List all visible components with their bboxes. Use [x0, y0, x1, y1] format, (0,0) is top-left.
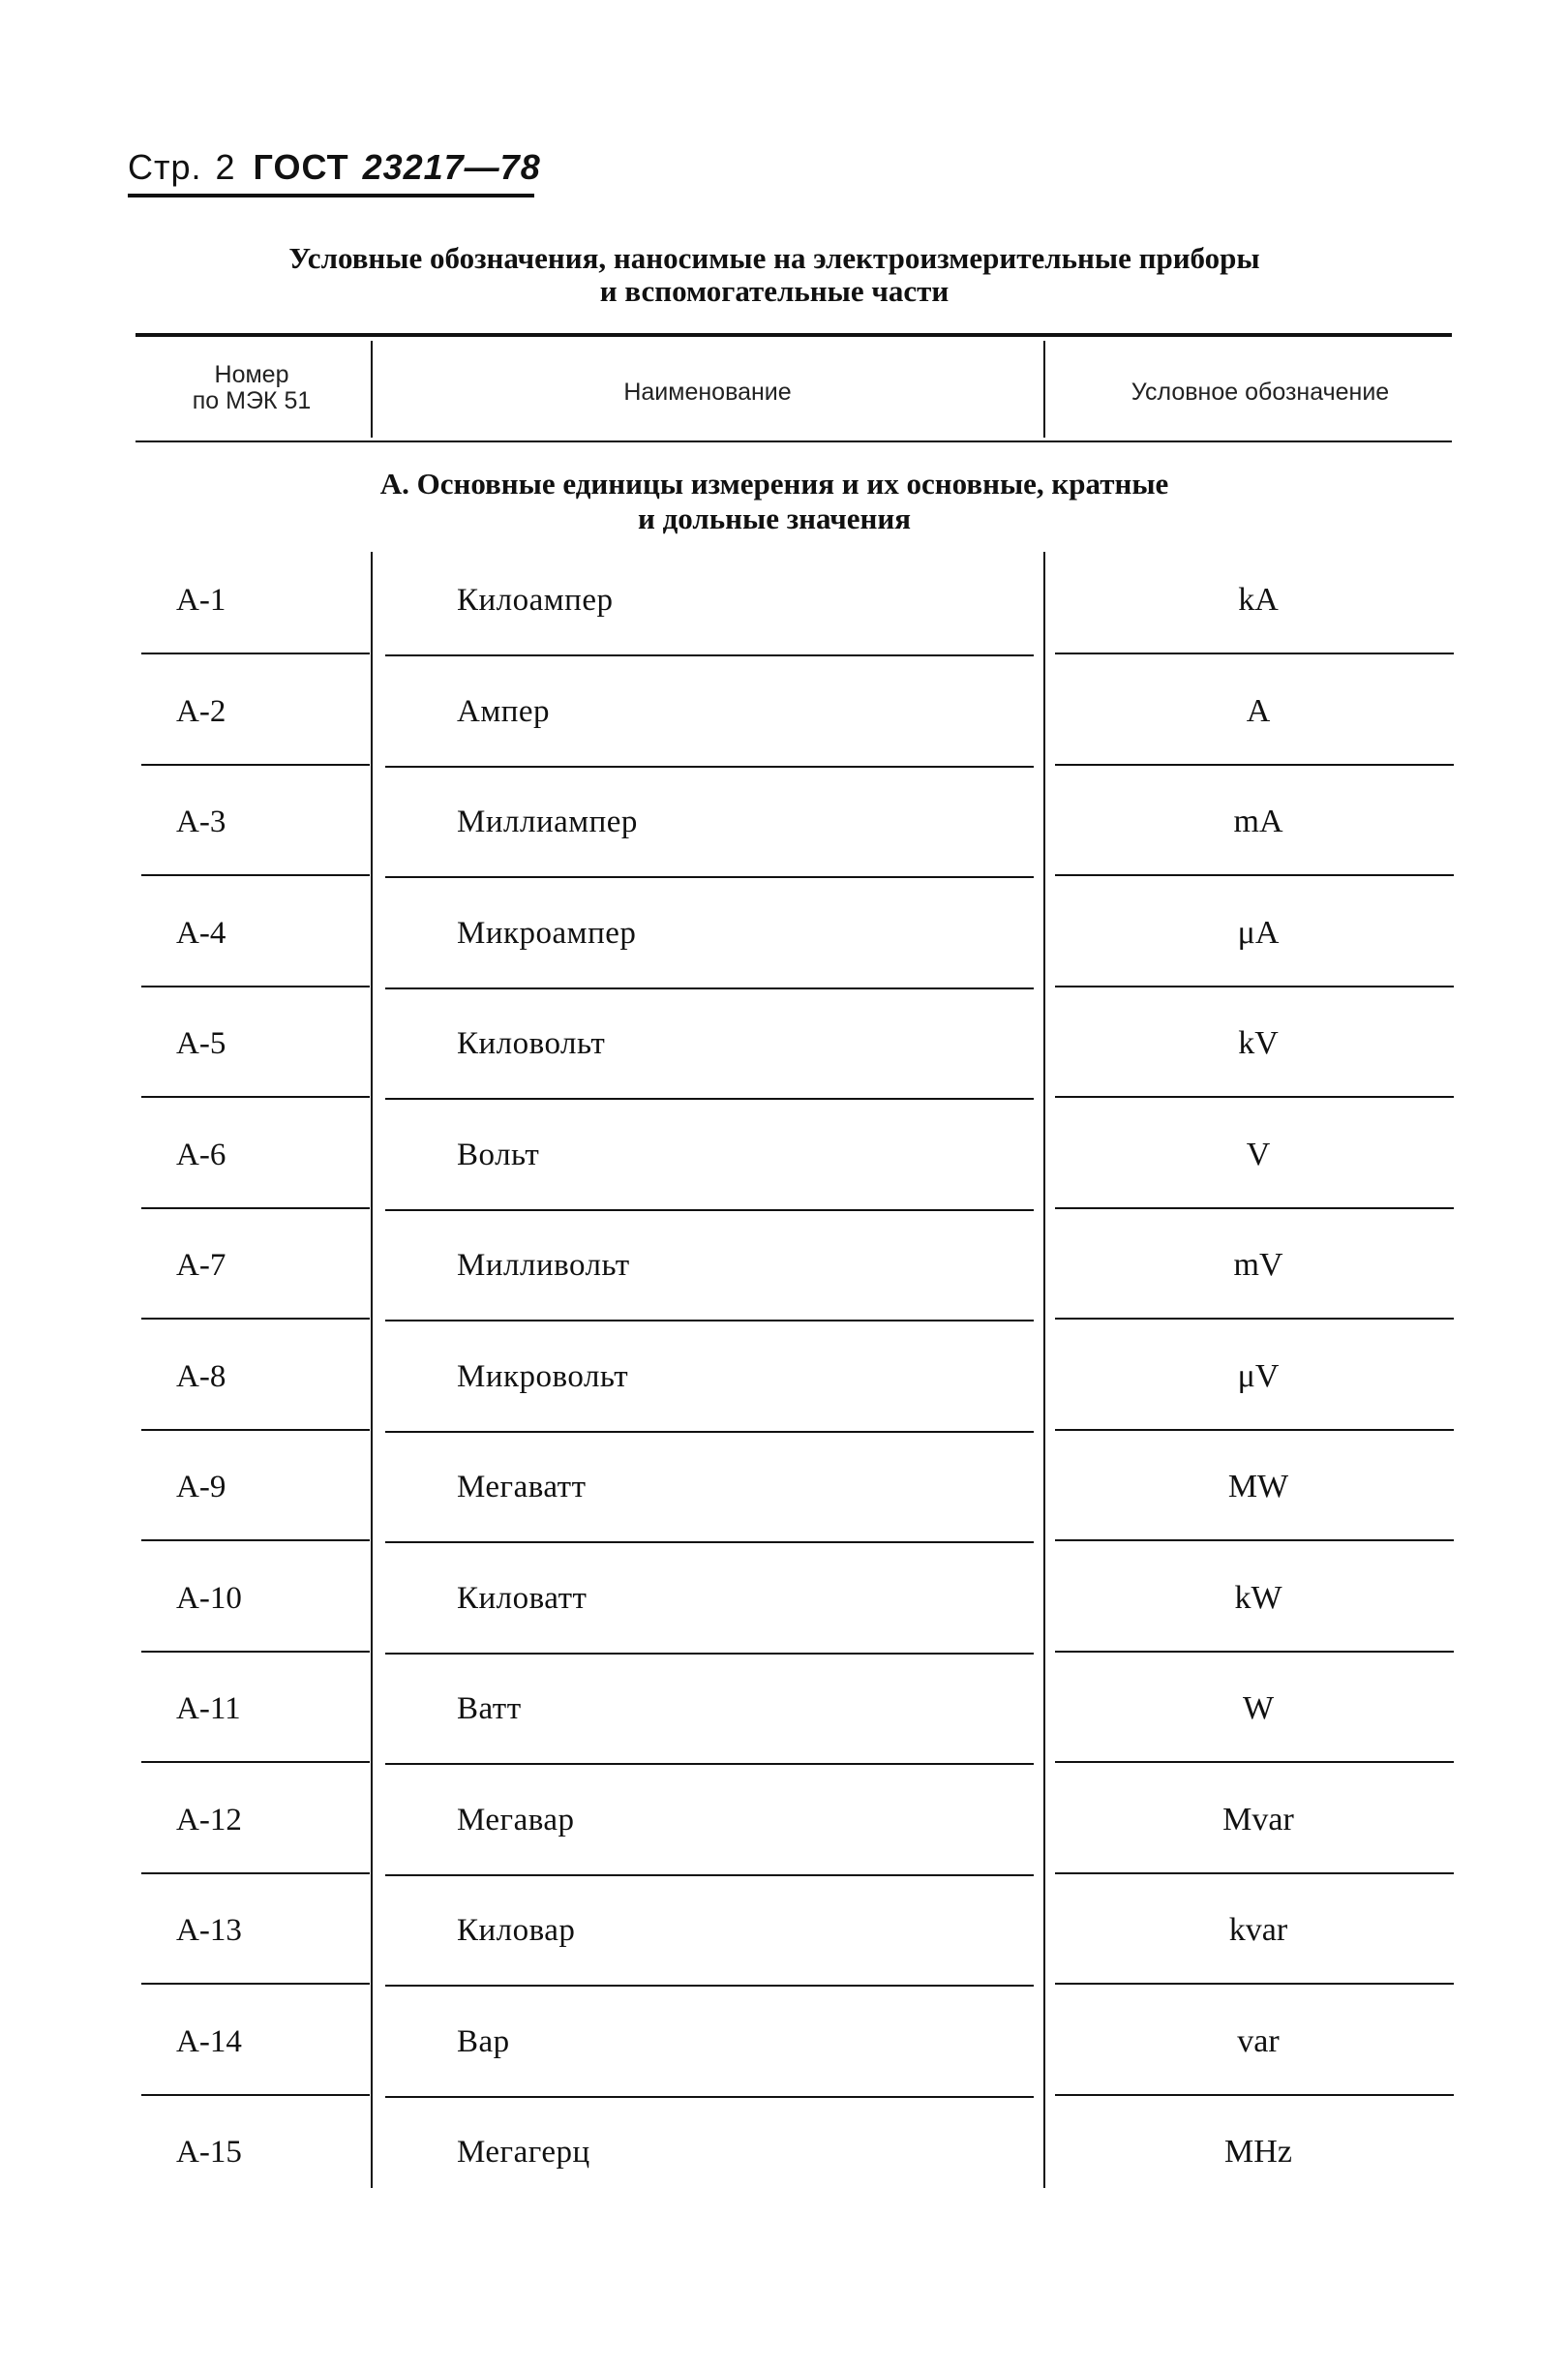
row-separator [385, 766, 1034, 768]
row-separator [1055, 1761, 1454, 1763]
row-separator [141, 1539, 370, 1541]
row-separator [385, 1874, 1034, 1876]
row-separator [1055, 1318, 1454, 1320]
row-separator [141, 653, 370, 654]
row-name: Ампер [457, 693, 551, 729]
standard-label: ГОСТ [253, 147, 349, 187]
page-header-text [128, 147, 541, 188]
page-label: Стр. [128, 147, 202, 187]
section-title-line-2: и дольные значения [637, 501, 912, 535]
row-separator [385, 1209, 1034, 1211]
table-top-rule [136, 333, 1452, 337]
row-name: Вар [457, 2023, 510, 2059]
section-title [145, 467, 1403, 536]
column-header-number-line-1: Номер [214, 361, 289, 388]
row-separator [1055, 764, 1454, 766]
row-separator [141, 1318, 370, 1320]
row-number: А-15 [176, 2135, 242, 2170]
row-name: Мегаватт [457, 1470, 587, 1504]
row-separator [1055, 1207, 1454, 1209]
row-symbol: mA [1233, 804, 1283, 839]
row-separator [385, 987, 1034, 989]
row-separator [141, 1983, 370, 1985]
row-number: А-12 [176, 1802, 242, 1837]
row-separator [385, 2096, 1034, 2098]
row-symbol: kV [1238, 1025, 1279, 1061]
row-number: А-14 [176, 2023, 242, 2059]
row-separator [141, 874, 370, 876]
row-number: А-6 [176, 1137, 226, 1172]
row-symbol: kvar [1228, 1912, 1288, 1948]
row-number: А-3 [176, 805, 226, 839]
row-separator [1055, 1651, 1454, 1653]
column-header-number-line-2: по МЭК 51 [192, 387, 312, 414]
row-symbol: μA [1237, 914, 1280, 951]
row-separator [385, 1985, 1034, 1987]
body-column-divider-1 [371, 552, 373, 2188]
header-column-divider-2 [1043, 341, 1045, 438]
row-separator [385, 1431, 1034, 1433]
row-separator [141, 1872, 370, 1874]
row-separator [141, 1096, 370, 1098]
row-separator [385, 654, 1034, 656]
row-number: А-4 [176, 915, 226, 951]
row-separator [385, 1098, 1034, 1100]
row-name: Миллиампер [457, 805, 638, 839]
row-symbol: MW [1227, 1469, 1289, 1504]
document-title-line-2: и вспомогательные части [599, 274, 950, 308]
row-symbol: W [1242, 1690, 1275, 1726]
row-separator [385, 876, 1034, 878]
row-number: А-1 [176, 583, 226, 618]
row-number: А-9 [176, 1470, 226, 1504]
row-separator [1055, 874, 1454, 876]
row-number: А-7 [176, 1248, 226, 1283]
document-title [145, 242, 1403, 308]
row-separator [1055, 1872, 1454, 1874]
row-number: А-2 [176, 693, 226, 729]
row-name: Ватт [457, 1691, 522, 1726]
header-column-divider-1 [371, 341, 373, 438]
row-separator [141, 1761, 370, 1763]
row-separator [1055, 1429, 1454, 1431]
column-header-symbol [1047, 380, 1473, 406]
row-number: А-5 [176, 1026, 226, 1061]
table-header-bottom-rule [136, 440, 1452, 442]
page-header [128, 147, 541, 197]
page-number: 2 [215, 147, 236, 187]
row-number: А-10 [176, 1580, 242, 1616]
row-name: Микровольт [457, 1358, 629, 1394]
row-separator [141, 2094, 370, 2096]
row-separator [385, 1763, 1034, 1765]
row-separator [141, 764, 370, 766]
row-symbol: A [1246, 692, 1271, 729]
row-name: Киловар [457, 1913, 576, 1948]
row-separator [385, 1541, 1034, 1543]
row-separator [385, 1653, 1034, 1655]
row-symbol: var [1237, 2022, 1280, 2059]
document-title-line-1: Условные обозначения, наносимые на электроизмерительные приборы [288, 241, 1260, 275]
column-header-name [374, 380, 1041, 406]
row-number: А-8 [176, 1358, 226, 1394]
row-separator [1055, 2094, 1454, 2096]
row-separator [1055, 1983, 1454, 1985]
row-name: Мегавар [457, 1802, 575, 1837]
row-name: Киловатт [457, 1580, 588, 1616]
row-separator [1055, 986, 1454, 987]
row-separator [141, 986, 370, 987]
row-name: Килоампер [457, 583, 614, 618]
row-symbol: V [1246, 1136, 1271, 1172]
row-name: Киловольт [457, 1026, 606, 1061]
row-name: Милливольт [457, 1248, 630, 1283]
row-separator [141, 1651, 370, 1653]
row-separator [385, 1320, 1034, 1321]
section-title-line-1: А. Основные единицы измерения и их основные, кратные [379, 467, 1169, 501]
column-header-symbol-text: Условное обозначение [1131, 379, 1390, 406]
row-separator [1055, 653, 1454, 654]
row-separator [1055, 1539, 1454, 1541]
row-symbol: Mvar [1222, 1801, 1294, 1837]
row-symbol: kW [1234, 1579, 1282, 1616]
body-column-divider-2 [1043, 552, 1045, 2188]
row-separator [1055, 1096, 1454, 1098]
row-separator [141, 1207, 370, 1209]
row-symbol: μV [1237, 1357, 1280, 1394]
standard-number: 23217—78 [362, 147, 541, 187]
row-symbol: MHz [1224, 2134, 1292, 2170]
row-number: А-13 [176, 1913, 242, 1948]
header-underline [128, 194, 534, 197]
row-symbol: mV [1233, 1247, 1283, 1283]
column-header-name-text: Наименование [623, 379, 792, 406]
row-number: А-11 [176, 1691, 241, 1726]
row-name: Вольт [457, 1137, 540, 1172]
row-name: Микроампер [457, 915, 637, 951]
row-symbol: kA [1238, 582, 1279, 618]
column-header-number [136, 362, 368, 414]
row-name: Мегагерц [457, 2135, 590, 2170]
row-separator [141, 1429, 370, 1431]
